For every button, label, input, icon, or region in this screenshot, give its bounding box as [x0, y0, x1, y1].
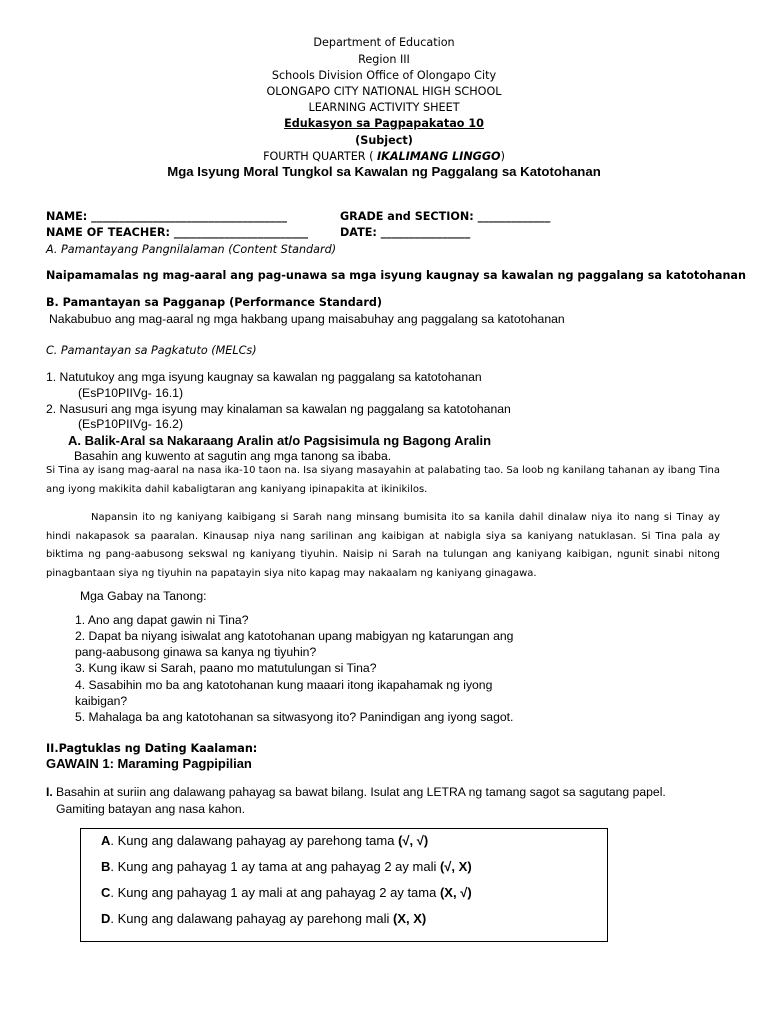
option-marks: (√, X)	[439, 859, 472, 874]
activity-section-heading: II.Pagtuklas ng Dating Kaalaman:	[46, 742, 258, 755]
content-standard-heading: A. Pamantayang Pangnilalaman (Content Standard)	[46, 243, 337, 256]
header-quarter	[0, 150, 768, 163]
option-text: . Kung ang pahayag 1 ay mali at ang pahayag 2 ay tama	[110, 885, 440, 900]
option-text: . Kung ang pahayag 1 ay tama at ang pahayag 2 ay mali	[110, 859, 440, 874]
option-letter: D	[101, 911, 111, 926]
activity-instruction: Basahin at suriin ang dalawang pahayag sa bawat bilang. Isulat ang LETRA ng tamang sagot sa sagutang papel.	[56, 785, 666, 799]
teacher-field[interactable]: NAME OF TEACHER: ________________________	[46, 226, 309, 239]
option-marks: (X, X)	[393, 911, 427, 926]
activity-title: GAWAIN 1: Maraming Pagpipilian	[46, 756, 252, 771]
header-sheet-type: LEARNING ACTIVITY SHEET	[308, 101, 460, 114]
guide-question: 4. Sasabihin mo ba ang katotohanan kung maaari itong ikapahamak ng iyong	[75, 678, 493, 692]
review-instruction: Basahin ang kuwento at sagutin ang mga tanong sa ibaba.	[74, 449, 392, 463]
answer-option	[101, 859, 472, 874]
option-letter: C	[101, 885, 111, 900]
header-school: OLONGAPO CITY NATIONAL HIGH SCHOOL	[266, 85, 502, 98]
quarter-week: IKALIMANG LINGGO	[377, 150, 501, 163]
grade-section-field[interactable]: GRADE and SECTION: _____________	[340, 210, 551, 223]
answer-option	[101, 885, 472, 900]
melc-item: 1. Natutukoy ang mga isyung kaugnay sa kawalan ng paggalang sa katotohanan	[46, 370, 482, 384]
guide-question: 1. Ano ang dapat gawin ni Tina?	[75, 613, 249, 627]
header-subject-label: (Subject)	[355, 134, 413, 147]
guide-question: 2. Dapat ba niyang isiwalat ang katotohanan upang mabigyan ng katarungan ang	[75, 629, 514, 643]
answer-key-box	[80, 828, 608, 942]
answer-option	[101, 911, 426, 926]
option-marks: (√, √)	[398, 833, 429, 848]
document-title: Mga Isyung Moral Tungkol sa Kawalan ng Paggalang sa Katotohanan	[167, 164, 601, 179]
option-letter: A	[101, 833, 111, 848]
option-text: . Kung ang dalawang pahayag ay parehong tama	[110, 833, 399, 848]
guide-question: kaibigan?	[75, 694, 128, 708]
header-region: Region III	[358, 53, 410, 66]
content-standard-text: Naipamamalas ng mag-aaral ang pag-unawa sa mga isyung kaugnay sa kawalan ng paggalang sa katotohanan	[46, 269, 746, 282]
header-division: Schools Division Office of Olongapo City	[271, 69, 497, 82]
option-marks: (X, √)	[439, 885, 472, 900]
melc-code: (EsP10PIIVg- 16.2)	[78, 417, 183, 431]
performance-standard-heading: B. Pamantayan sa Pagganap (Performance Standard)	[46, 296, 382, 309]
name-field[interactable]: NAME: ___________________________________	[46, 210, 287, 223]
guide-question: pang-aabusong ginawa sa kanya ng tiyuhin?	[75, 645, 317, 659]
performance-standard-text: Nakabubuo ang mag-aaral ng mga hakbang upang maisabuhay ang paggalang sa katotohanan	[49, 312, 565, 326]
answer-option	[101, 833, 428, 848]
quarter-prefix: FOURTH QUARTER (	[263, 150, 378, 163]
header-subject: Edukasyon sa Pagpapakatao 10	[284, 117, 484, 130]
melc-item: 2. Nasusuri ang mga isyung may kinalaman sa kawalan ng paggalang sa katotohanan	[46, 402, 511, 416]
activity-roman-numeral: I.	[46, 785, 53, 799]
activity-instruction: Gamiting batayan ang nasa kahon.	[56, 802, 246, 816]
story-paragraph: Napansin ito ng kaniyang kaibigang si Sarah nang minsang bumisita ito sa kanila dahil dinalaw niya ito nang si Tinay ay hindi nakapasok sa paaralan. Kinausap niya nang sarilinan ang kaibigan at nabigla siya sa kaniyang natuklasan. Si Tina pala ay biktima ng pang-aabusong sekswal ng kaniyang tiyuhin. Naisip ni Sarah na tulungan ang kaniyang kaibigan, ngunit sinabi nitong pinagbantaan siya ng tiyuhin na papatayin siya nito kapag may nakaalam ng kaniyang ginagawa.	[46, 512, 720, 579]
guide-questions-heading: Mga Gabay na Tanong:	[80, 589, 207, 603]
option-letter: B	[101, 859, 111, 874]
guide-question: 3. Kung ikaw si Sarah, paano mo matutulungan si Tina?	[75, 661, 377, 675]
story-paragraph: Si Tina ay isang mag-aaral na nasa ika-10 taon na. Isa siyang masayahin at palabating tao. Sa loob ng kanilang tahanan ay ibang Tina ang iyong makikita dahil kabaligtaran ang kaniyang ipinapakita at ikinikilos.	[46, 465, 720, 495]
date-field[interactable]: DATE: ________________	[340, 226, 471, 239]
melc-code: (EsP10PIIVg- 16.1)	[78, 386, 183, 400]
option-text: . Kung ang dalawang pahayag ay parehong mali	[110, 911, 393, 926]
header-department: Department of Education	[313, 36, 455, 49]
melc-heading: C. Pamantayan sa Pagkatuto (MELCs)	[46, 344, 257, 357]
quarter-suffix: )	[500, 150, 505, 163]
review-heading: A. Balik-Aral sa Nakaraang Aralin at/o Pagsisimula ng Bagong Aralin	[68, 433, 492, 448]
guide-question: 5. Mahalaga ba ang katotohanan sa sitwasyong ito? Panindigan ang iyong sagot.	[75, 710, 514, 724]
